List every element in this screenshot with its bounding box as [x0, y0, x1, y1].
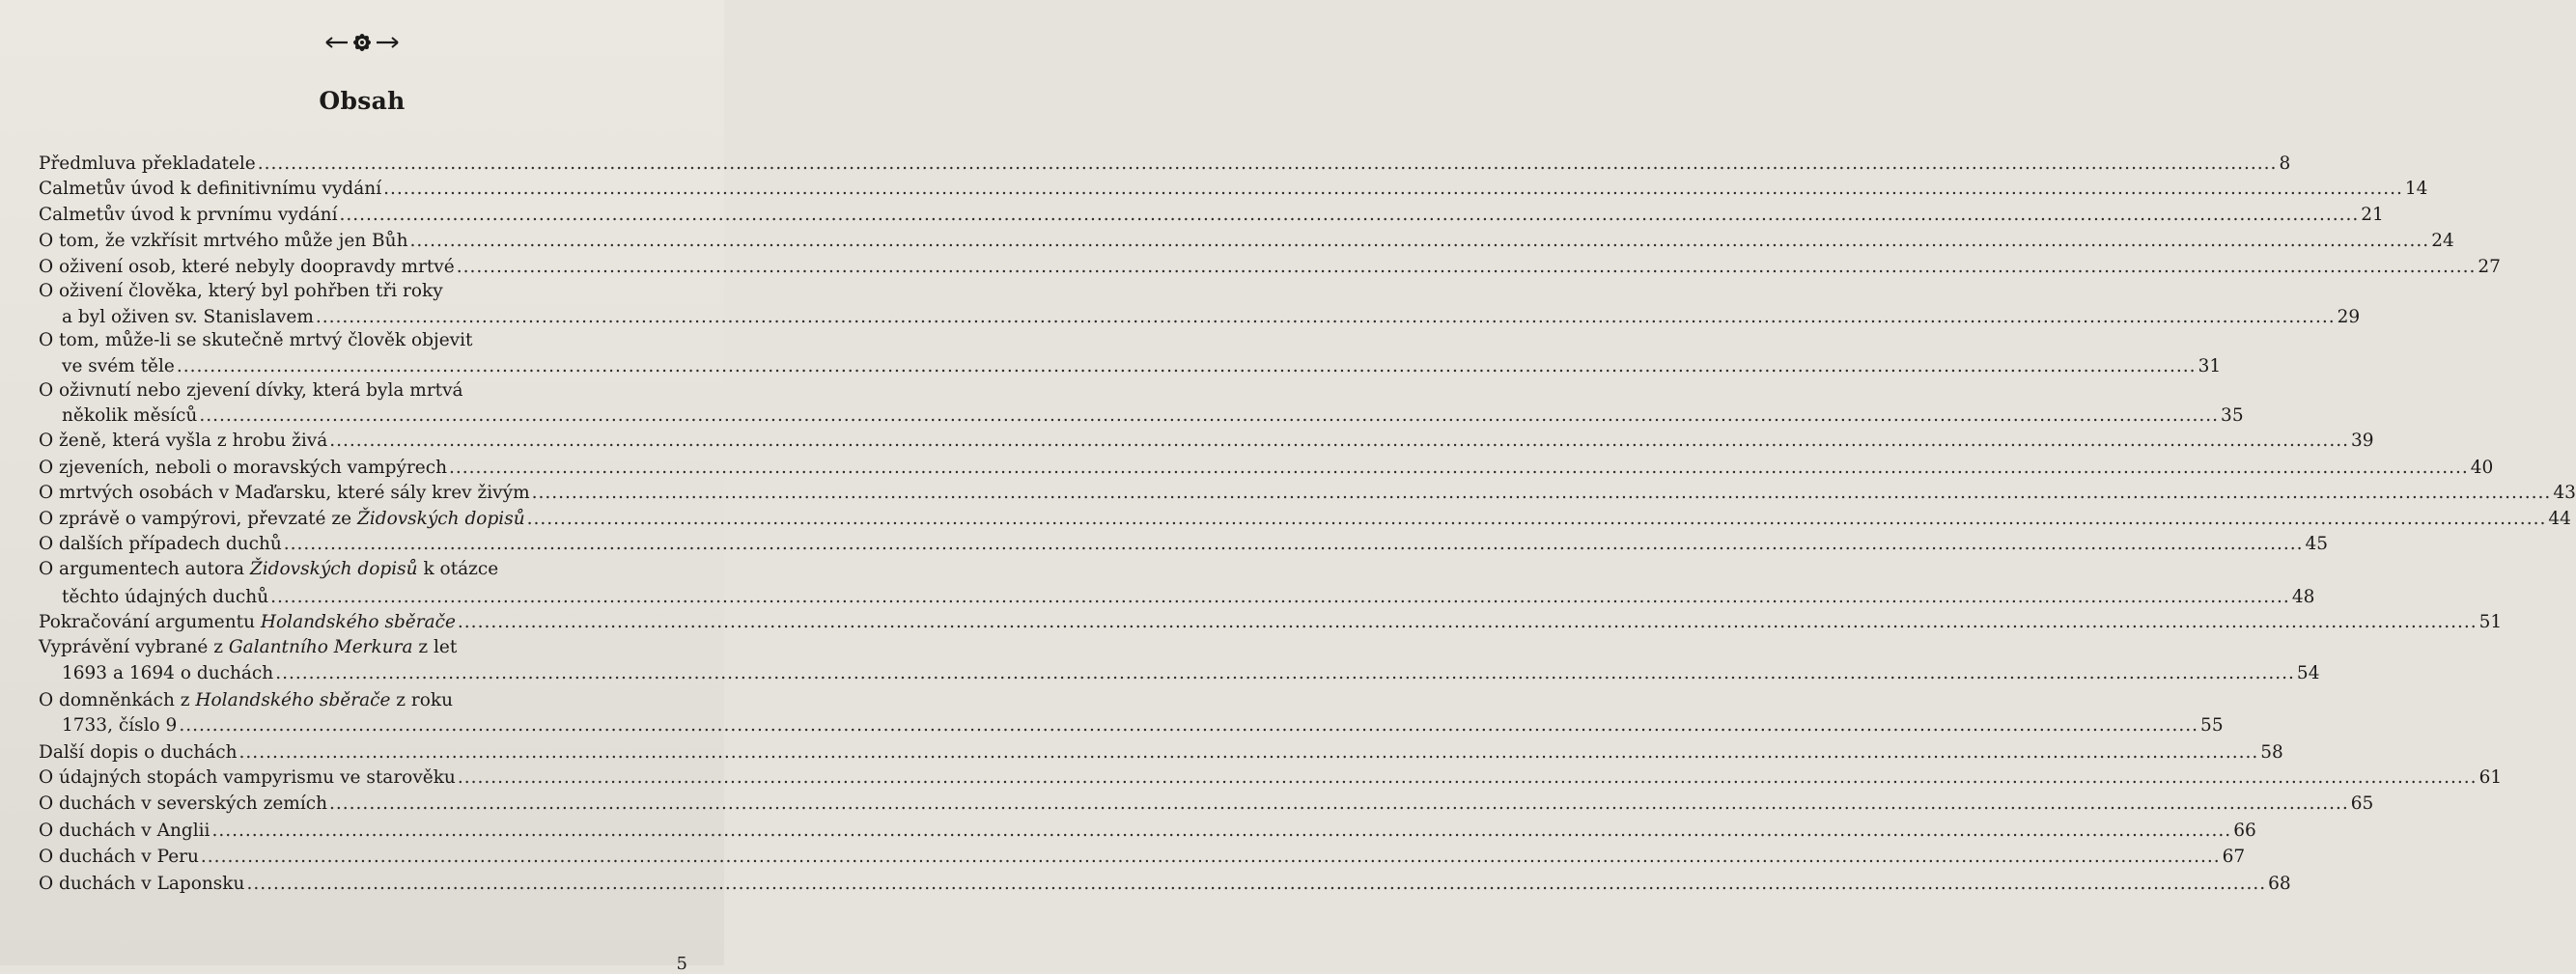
toc-page-number: 61	[2478, 767, 2503, 788]
toc-entry-title	[39, 742, 238, 764]
toc-title-text: Vyprávění vybrané z	[39, 637, 229, 657]
toc-page-number: 55	[2200, 715, 2224, 736]
toc-title-text: O duchách v Peru	[39, 847, 199, 867]
toc-title-text: O duchách v Laponsku	[39, 874, 245, 894]
toc-entry-title	[39, 483, 530, 504]
toc-entry-title	[39, 690, 453, 711]
toc-entry-line	[39, 253, 2501, 278]
toc-title-text: O ženě, která vyšla z hrobu živá	[39, 431, 328, 451]
toc-page-number: 51	[2478, 612, 2503, 632]
toc-entry-title	[39, 847, 199, 868]
toc-page-number: 24	[2431, 231, 2454, 251]
toc-page-number: 40	[2470, 458, 2494, 478]
toc-entry-line	[39, 530, 2329, 555]
toc-title-text: O oživení člověka, který byl pohřben tři roky	[39, 281, 443, 301]
toc-dot-leader: ................................................................................................................................................................................................................................................................................................................	[526, 509, 2547, 529]
toc-entry-line	[39, 608, 2503, 633]
toc-page-number: 27	[2478, 257, 2501, 277]
toc-entry-line	[39, 427, 2374, 452]
toc-page-number: 66	[2233, 821, 2256, 841]
toc-entry-title	[39, 874, 244, 895]
toc-entry-line	[39, 277, 443, 302]
toc-title-text: Calmetův úvod k definitivnímu vydání	[39, 179, 382, 199]
toc-page-number: 48	[2291, 587, 2315, 607]
toc-dot-leader: ................................................................................................................................................................................................................................................................................................................	[283, 534, 2304, 554]
toc-entry-title	[39, 330, 472, 351]
toc-entry-line	[62, 583, 2315, 608]
toc-title-text: z let	[412, 637, 458, 657]
toc-title-text: O duchách v severských zemích	[39, 793, 328, 814]
toc-dot-leader: ................................................................................................................................................................................................................................................................................................................	[257, 153, 2278, 174]
toc-page-number: 68	[2268, 874, 2291, 894]
toc-entry-line	[62, 659, 2320, 684]
toc-entry-line	[39, 555, 498, 580]
page-title: Obsah	[319, 87, 406, 115]
toc-entry-title	[62, 356, 175, 377]
toc-entry-title	[62, 587, 268, 608]
toc-entry-title	[39, 257, 455, 278]
toc-entry-line	[39, 633, 457, 658]
toc-entry-title	[39, 380, 463, 402]
toc-title-text: z roku	[390, 690, 454, 710]
toc-dot-leader: ................................................................................................................................................................................................................................................................................................................	[199, 405, 2220, 426]
toc-page-number: 65	[2350, 793, 2374, 814]
toc-entry-line	[39, 738, 2283, 764]
toc-title-italic: Holandského sběrače	[195, 690, 391, 710]
toc-entry-title	[39, 431, 327, 452]
toc-dot-leader: ................................................................................................................................................................................................................................................................................................................	[383, 179, 2403, 199]
toc-entry-title	[39, 821, 210, 842]
toc-page-number: 54	[2296, 663, 2320, 683]
toc-title-text: O dalších případech duchů	[39, 534, 282, 554]
toc-page-number: 8	[2279, 153, 2291, 174]
toc-title-text: O zjeveních, neboli o moravských vampýrech	[39, 458, 448, 478]
toc-title-text: ve svém těle	[62, 356, 175, 376]
toc-title-text: O oživení osob, které nebyly doopravdy mrtvé	[39, 257, 455, 277]
toc-entry-title	[39, 793, 327, 815]
toc-entry-title	[62, 307, 314, 328]
toc-dot-leader: ................................................................................................................................................................................................................................................................................................................	[329, 431, 2349, 451]
toc-entry-line	[39, 505, 2571, 530]
toc-title-text: O oživnutí nebo zjevení dívky, která byla mrtvá	[39, 380, 463, 401]
toc-entry-title	[39, 231, 407, 252]
toc-dot-leader: ................................................................................................................................................................................................................................................................................................................	[275, 663, 2295, 683]
toc-entry-line	[62, 303, 2361, 328]
toc-page-number: 67	[2222, 847, 2246, 867]
toc-title-text: O mrtvých osobách v Maďarsku, které sály krev živým	[39, 483, 530, 503]
toc-dot-leader: ................................................................................................................................................................................................................................................................................................................	[329, 793, 2349, 814]
toc-entry-title	[39, 458, 447, 479]
toc-title-text: několik měsíců	[62, 405, 198, 426]
toc-entry-title	[39, 612, 456, 633]
toc-entry-line	[39, 790, 2374, 815]
toc-page-number: 45	[2305, 534, 2329, 554]
toc-title-text: O zprávě o vampýrovi, převzaté ze	[39, 509, 357, 529]
toc-title-text: O tom, může-li se skutečně mrtvý člověk objevit	[39, 330, 473, 350]
toc-dot-leader: ................................................................................................................................................................................................................................................................................................................	[200, 847, 2221, 867]
toc-entry-line	[39, 376, 463, 402]
toc-title-text: O argumentech autora	[39, 559, 250, 579]
toc-entry-title	[39, 559, 498, 580]
toc-entry-line	[39, 843, 2246, 868]
toc-page-number: 21	[2361, 205, 2384, 225]
toc-entry-line	[62, 352, 2222, 377]
toc-dot-leader: ................................................................................................................................................................................................................................................................................................................	[339, 205, 2360, 225]
toc-title-text: 1693 a 1694 o duchách	[62, 663, 274, 683]
toc-dot-leader: ................................................................................................................................................................................................................................................................................................................	[246, 874, 2267, 894]
toc-title-text: Pokračování argumentu	[39, 612, 261, 632]
toc-title-italic: Galantního Merkura	[228, 637, 413, 657]
toc-title-text: Předmluva překladatele	[39, 153, 256, 174]
toc-dot-leader: ................................................................................................................................................................................................................................................................................................................	[238, 742, 2259, 763]
toc-entry-line	[62, 711, 2224, 737]
toc-page-number: 44	[2548, 509, 2571, 529]
toc-entry-title	[39, 179, 381, 200]
toc-entry-line	[39, 326, 472, 351]
toc-entry-title	[39, 205, 338, 226]
toc-entry-title	[39, 509, 525, 530]
toc-title-text: Calmetův úvod k prvnímu vydání	[39, 205, 338, 225]
toc-title-text: 1733, číslo 9	[62, 715, 178, 736]
toc-title-text: O údajných stopách vampyrismu ve starověku	[39, 767, 456, 788]
toc-page-number: 58	[2260, 742, 2283, 763]
toc-page-number: 31	[2198, 356, 2222, 376]
toc-entry-line	[39, 175, 2428, 200]
toc-title-italic: Holandského sběrače	[260, 612, 456, 632]
toc-entry-title	[39, 534, 282, 555]
toc-entry-title	[39, 637, 457, 658]
toc-dot-leader: ................................................................................................................................................................................................................................................................................................................	[531, 483, 2552, 503]
toc-entry-title	[62, 663, 273, 684]
toc-entry-line	[39, 870, 2291, 895]
toc-entry-line	[39, 686, 453, 711]
toc-title-italic: Židovských dopisů	[356, 509, 525, 529]
toc-title-text: O domněnkách z	[39, 690, 196, 710]
toc-page-number: 14	[2404, 179, 2428, 199]
toc-dot-leader: ................................................................................................................................................................................................................................................................................................................	[211, 821, 2232, 841]
toc-title-italic: Židovských dopisů	[249, 559, 418, 579]
toc-page-number: 43	[2553, 483, 2576, 503]
toc-dot-leader: ................................................................................................................................................................................................................................................................................................................	[457, 767, 2478, 788]
toc-entry-line	[39, 479, 2576, 504]
toc-dot-leader: ................................................................................................................................................................................................................................................................................................................	[179, 715, 2199, 736]
toc-dot-leader: ................................................................................................................................................................................................................................................................................................................	[456, 257, 2477, 277]
toc-entry-title	[39, 281, 443, 302]
toc-dot-leader: ................................................................................................................................................................................................................................................................................................................	[449, 458, 2469, 478]
toc-title-text: O duchách v Anglii	[39, 821, 210, 841]
toc-dot-leader: ................................................................................................................................................................................................................................................................................................................	[315, 307, 2336, 327]
page-corner-number: 5	[676, 954, 687, 974]
toc-entry-title	[39, 153, 256, 175]
toc-title-text: Další dopis o duchách	[39, 742, 238, 763]
toc-title-text: a byl oživen sv. Stanislavem	[62, 307, 314, 327]
toc-entry-line	[39, 817, 2256, 842]
toc-entry-title	[62, 405, 197, 427]
toc-entry-title	[62, 715, 177, 737]
toc-entry-line	[62, 402, 2244, 427]
toc-dot-leader: ................................................................................................................................................................................................................................................................................................................	[176, 356, 2197, 376]
toc-entry-line	[39, 227, 2454, 252]
toc-dot-leader: ................................................................................................................................................................................................................................................................................................................	[409, 231, 2430, 251]
toc-dot-leader: ................................................................................................................................................................................................................................................................................................................	[270, 587, 2290, 607]
toc-entry-line	[39, 764, 2503, 789]
toc-dot-leader: ................................................................................................................................................................................................................................................................................................................	[457, 612, 2478, 632]
toc-page-number: 35	[2221, 405, 2244, 426]
toc-title-text: k otázce	[417, 559, 499, 579]
toc-page-number: 39	[2350, 431, 2374, 451]
toc-title-text: těchto údajných duchů	[62, 587, 269, 607]
toc-entry-line	[39, 150, 2291, 175]
toc-entry-title	[39, 767, 456, 789]
toc-entry-line	[39, 454, 2494, 479]
toc-entry-line	[39, 201, 2384, 226]
toc-title-text: O tom, že vzkřísit mrtvého může jen Bůh	[39, 231, 408, 251]
toc-page-number: 29	[2337, 307, 2361, 327]
